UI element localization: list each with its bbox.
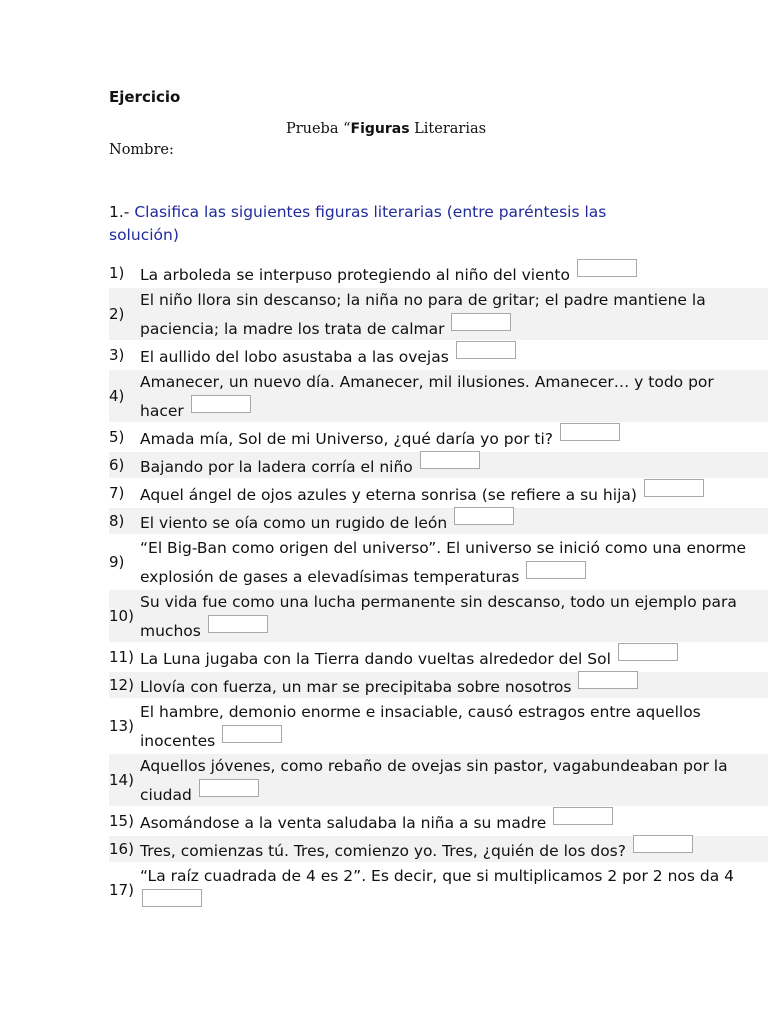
question-text: “El Big-Ban como origen del universo”. El universo se inició como una enorme explosión de gases a elevadísimas temperaturas [140, 538, 747, 586]
answer-box[interactable] [142, 889, 202, 907]
question-number: 16) [109, 840, 134, 858]
answer-box[interactable] [199, 779, 259, 797]
question-text: Amanecer, un nuevo día. Amanecer, mil ilusiones. Amanecer… y todo por hacer [140, 372, 714, 420]
question-text: Amada mía, Sol de mi Universo, ¿qué daría yo por ti? [140, 429, 553, 448]
question-item-3 [109, 342, 768, 368]
answer-box[interactable] [633, 835, 693, 853]
question-item-15 [109, 808, 768, 834]
answer-box[interactable] [553, 807, 613, 825]
question-item-8 [109, 508, 768, 534]
test-title-bold: Figuras [350, 121, 410, 137]
question-number: 2) [109, 305, 125, 323]
question-item-5 [109, 424, 768, 450]
answer-box[interactable] [191, 395, 251, 413]
question-text: El niño llora sin descanso; la niña no para de gritar; el padre mantiene la paciencia; la madre los trata de calmar [140, 290, 706, 338]
question-text: La arboleda se interpuso protegiendo al niño del viento [140, 265, 570, 284]
question-number: 15) [109, 812, 134, 830]
question-item-9 [109, 536, 768, 588]
answer-box[interactable] [222, 725, 282, 743]
instruction-text: Clasifica las siguientes figuras literarias (entre paréntesis las solución) [109, 203, 607, 244]
question-text: El aullido del lobo asustaba a las ovejas [140, 347, 449, 366]
question-number: 9) [109, 553, 125, 571]
test-title-prefix: Prueba “ [285, 121, 351, 137]
question-number: 10) [109, 607, 134, 625]
test-title [0, 121, 768, 137]
answer-box[interactable] [451, 313, 511, 331]
answer-box[interactable] [578, 671, 638, 689]
question-item-13 [109, 700, 768, 752]
answer-box[interactable] [454, 507, 514, 525]
question-text: Bajando por la ladera corría el niño [140, 457, 413, 476]
question-number: 6) [109, 456, 125, 474]
question-text: “La raíz cuadrada de 4 es 2”. Es decir, que si multiplicamos 2 por 2 nos da 4 [140, 866, 735, 885]
question-number: 14) [109, 771, 134, 789]
question-number: 5) [109, 428, 125, 446]
instruction [109, 201, 629, 247]
answer-box[interactable] [456, 341, 516, 359]
answer-box[interactable] [526, 561, 586, 579]
exercise-heading: Ejercicio [109, 88, 181, 106]
question-item-2 [109, 288, 768, 340]
answer-box[interactable] [618, 643, 678, 661]
question-item-12 [109, 672, 768, 698]
question-item-7 [109, 480, 768, 506]
question-text: Su vida fue como una lucha permanente sin descanso, todo un ejemplo para muchos [140, 592, 737, 640]
question-text: El hambre, demonio enorme e insaciable, causó estragos entre aquellos inocentes [140, 702, 701, 750]
question-number: 11) [109, 648, 134, 666]
question-item-17 [109, 864, 768, 916]
question-text: Tres, comienzas tú. Tres, comienzo yo. Tres, ¿quién de los dos? [140, 841, 626, 860]
question-number: 17) [109, 881, 134, 899]
test-title-rest: Literarias [409, 121, 487, 137]
answer-box[interactable] [208, 615, 268, 633]
question-text: Asomándose a la venta saludaba la niña a su madre [140, 813, 547, 832]
question-item-1 [109, 260, 768, 286]
question-text: Llovía con fuerza, un mar se precipitaba sobre nosotros [140, 677, 572, 696]
question-item-4 [109, 370, 768, 422]
instruction-number: 1.- [109, 203, 135, 221]
question-text: Aquel ángel de ojos azules y eterna sonrisa (se refiere a su hija) [140, 485, 637, 504]
question-number: 12) [109, 676, 134, 694]
question-number: 3) [109, 346, 125, 364]
name-label: Nombre: [109, 142, 174, 158]
answer-box[interactable] [577, 259, 637, 277]
question-number: 4) [109, 387, 125, 405]
question-text: La Luna jugaba con la Tierra dando vueltas alrededor del Sol [140, 649, 611, 668]
answer-box[interactable] [560, 423, 620, 441]
question-text: El viento se oía como un rugido de león [140, 513, 448, 532]
question-item-14 [109, 754, 768, 806]
question-item-11 [109, 644, 768, 670]
question-item-16 [109, 836, 768, 862]
answer-box[interactable] [644, 479, 704, 497]
question-item-10 [109, 590, 768, 642]
question-list [109, 260, 768, 918]
question-text: Aquellos jóvenes, como rebaño de ovejas sin pastor, vagabundeaban por la ciudad [140, 756, 728, 804]
question-item-6 [109, 452, 768, 478]
question-number: 8) [109, 512, 125, 530]
question-number: 13) [109, 717, 134, 735]
question-number: 1) [109, 264, 125, 282]
question-number: 7) [109, 484, 125, 502]
answer-box[interactable] [420, 451, 480, 469]
